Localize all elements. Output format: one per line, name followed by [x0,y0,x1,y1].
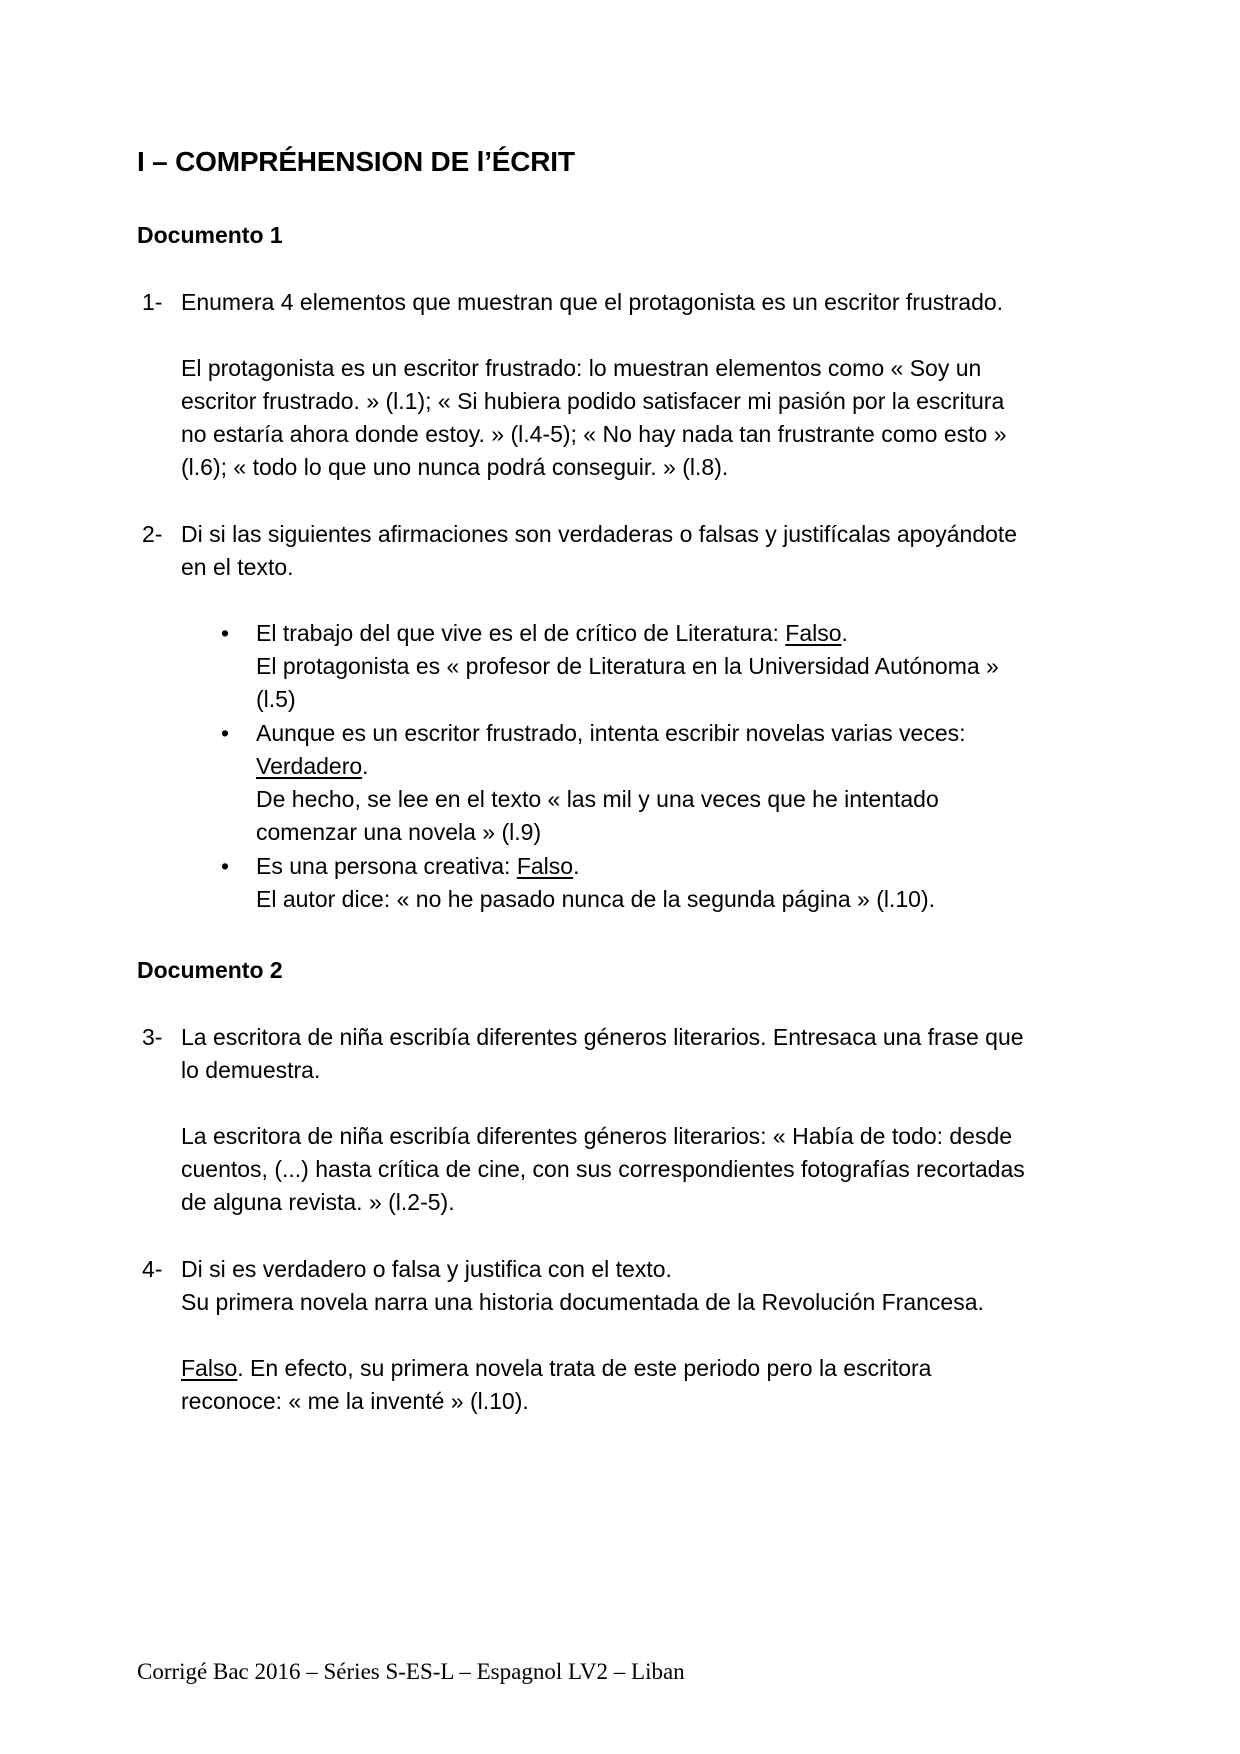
verdict-falso: Falso [785,620,842,646]
question-2-line: Di si las siguientes afirmaciones son verdaderas o falsas y justifícalas apoyándote [181,521,1018,547]
answer-4-line: reconoce: « me la inventé » (l.10). [181,1388,529,1414]
bullet-2-justification: comenzar una novela » (l.9) [256,819,542,845]
question-1-number: 1- [142,289,163,315]
verdict-falso: Falso [516,853,574,879]
bullet-1-statement [256,617,848,650]
bullet-3-statement [256,850,579,883]
bullet-icon: • [221,720,230,746]
answer-3-line: La escritora de niña escribía diferentes géneros literarios: « Había de todo: desde [181,1123,1013,1149]
question-2-number: 2- [142,521,163,547]
question-1-text: Enumera 4 elementos que muestran que el protagonista es un escritor frustrado. [181,289,1004,315]
question-3-number: 3- [142,1024,163,1050]
bullet-1-justification: (l.5) [256,686,296,712]
page-footer: Corrigé Bac 2016 – Séries S-ES-L – Espagnol LV2 – Liban [137,1659,685,1684]
document-1-heading: Documento 1 [137,222,283,248]
question-4-line: Di si es verdadero o falsa y justifica con el texto. [181,1256,672,1282]
answer-4-rest: . En efecto, su primera novela trata de este periodo pero la escritora [237,1355,932,1381]
punctuation: . [573,853,580,879]
verdict-falso: Falso [181,1355,238,1381]
question-3-line: lo demuestra. [181,1057,321,1083]
punctuation: . [362,753,369,779]
question-4-line: Su primera novela narra una historia documentada de la Revolución Francesa. [181,1289,984,1315]
answer-3-line: cuentos, (...) hasta crítica de cine, con sus correspondientes fotografías recortadas [181,1156,1025,1182]
bullet-3-justification: El autor dice: « no he pasado nunca de la segunda página » (l.10). [256,886,935,912]
bullet-icon: • [221,853,230,879]
answer-3-line: de alguna revista. » (l.2-5). [181,1189,455,1215]
question-4-number: 4- [142,1256,163,1282]
answer-1-line: no estaría ahora donde estoy. » (l.4-5); « No hay nada tan frustrante como esto » [181,421,1007,447]
document-2-heading: Documento 2 [137,957,283,983]
bullet-2-statement: Aunque es un escritor frustrado, intenta escribir novelas varias veces: [256,720,966,746]
punctuation: . [841,620,848,646]
bullet-2-verdict-line [256,750,369,783]
question-3-line: La escritora de niña escribía diferentes géneros literarios. Entresaca una frase que [181,1024,1024,1050]
statement-text: Es una persona creativa: [256,853,517,879]
question-2-line: en el texto. [181,554,294,580]
verdict-verdadero: Verdadero [256,753,363,779]
answer-4-line [181,1352,931,1385]
section-title: I – COMPRÉHENSION DE l’ÉCRIT [137,146,575,177]
statement-text: El trabajo del que vive es el de crítico de Literatura: [256,620,786,646]
bullet-2-justification: De hecho, se lee en el texto « las mil y una veces que he intentado [256,786,939,812]
bullet-icon: • [221,620,230,646]
answer-1-line: El protagonista es un escritor frustrado: lo muestran elementos como « Soy un [181,355,982,381]
answer-1-line: (l.6); « todo lo que uno nunca podrá conseguir. » (l.8). [181,454,729,480]
answer-1-line: escritor frustrado. » (l.1); « Si hubiera podido satisfacer mi pasión por la escritura [181,388,1005,414]
bullet-1-justification: El protagonista es « profesor de Literatura en la Universidad Autónoma » [256,653,999,679]
